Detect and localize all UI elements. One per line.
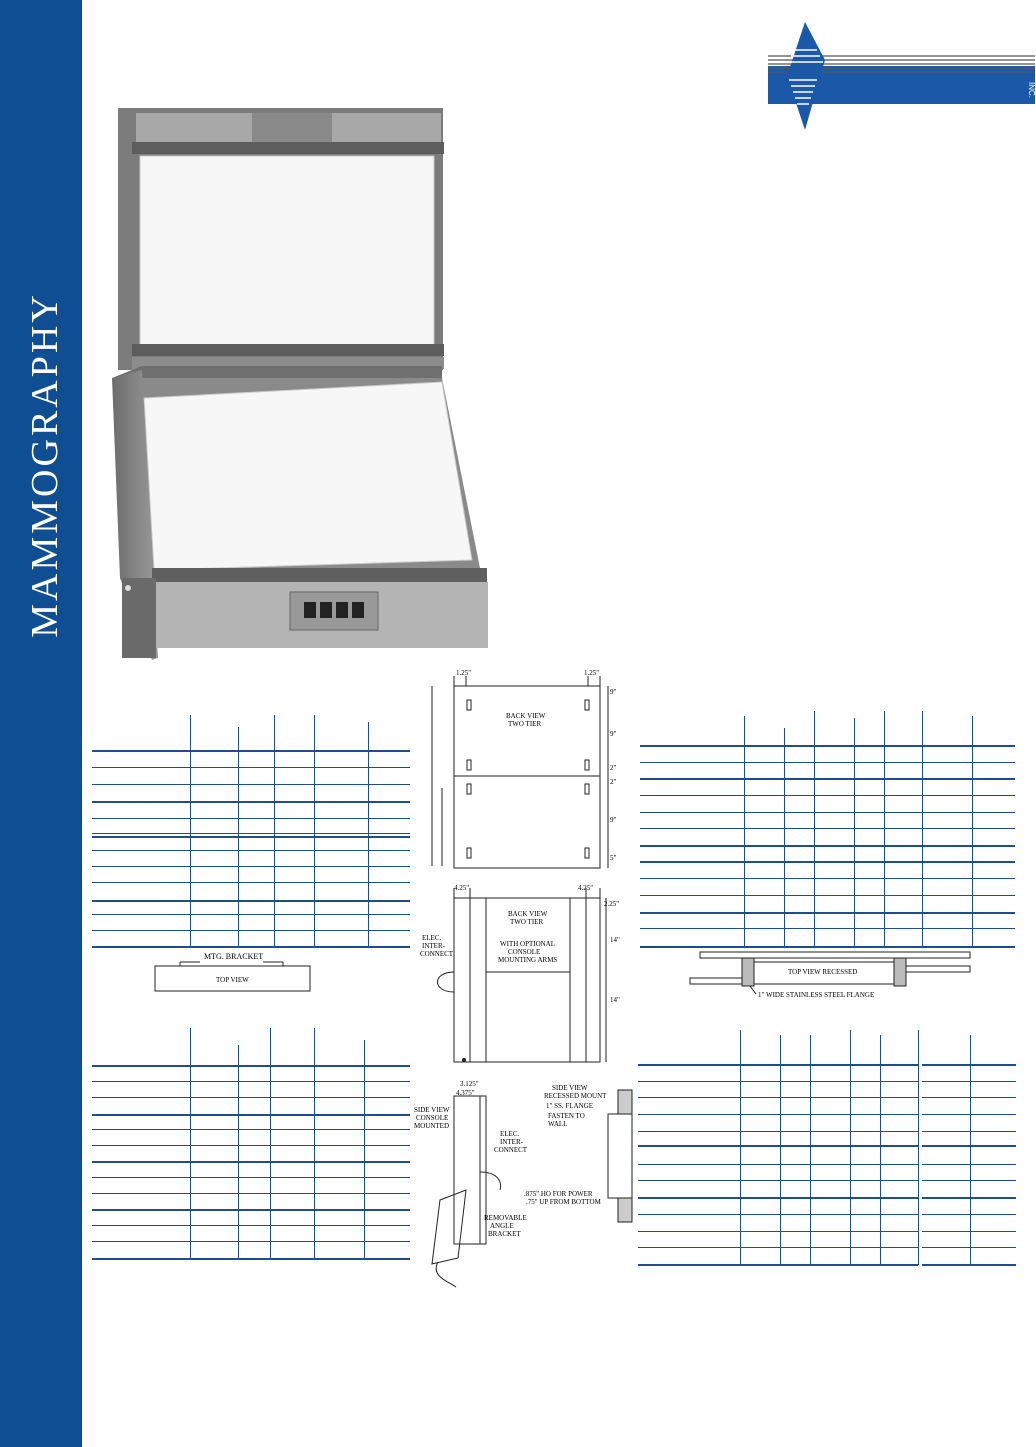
top-view-label: TOP VIEW [216, 976, 249, 984]
back-view-2-subtitle-2: CONSOLE [508, 948, 541, 956]
back-view-dim-a: 9" [610, 688, 617, 696]
elec-interconnect-1: ELEC. [422, 934, 442, 942]
mtg-bracket-label: MTG. BRACKET [204, 952, 264, 961]
side-recessed-flange-1: 1" SS. FLANGE [546, 1102, 594, 1110]
back-view-title-2: TWO TIER [508, 720, 542, 728]
back-view-2-title-1: BACK VIEW [508, 910, 548, 918]
back-view-dim-d: 2" [610, 778, 617, 786]
back-view-2-dim-right: 4.25" [578, 884, 594, 892]
product-photo [112, 108, 492, 663]
back-view-2-title-2: TWO TIER [510, 918, 544, 926]
side-console-bracket-3: BRACKET [488, 1230, 521, 1238]
side-title: MAMMOGRAPHY [24, 292, 66, 638]
top-view-recessed-drawing [690, 948, 980, 1004]
side-console-label-1: SIDE VIEW [414, 1106, 450, 1114]
side-console-elec-2: INTER- [500, 1138, 523, 1146]
back-view-dim-left: 1.25" [456, 669, 472, 677]
side-recessed-flange-3: WALL [548, 1120, 568, 1128]
back-view-2-subtitle-1: WITH OPTIONAL [500, 940, 556, 948]
back-view-console-arms-drawing [414, 880, 634, 1080]
side-console-label-2: CONSOLE [416, 1114, 449, 1122]
back-view-dim-e: 9" [610, 816, 617, 824]
spec-table-2 [92, 1025, 410, 1265]
side-console-bracket-1: REMOVABLE [484, 1214, 527, 1222]
spec-table-3 [640, 708, 1015, 948]
side-recessed-flange-2: FASTEN TO [548, 1112, 585, 1120]
spec-table-1 [92, 712, 410, 952]
spec-table-4 [638, 1027, 1016, 1267]
side-console-elec-1: ELEC. [500, 1130, 520, 1138]
back-view-title-1: BACK VIEW [506, 712, 546, 720]
side-recessed-label-2: RECESSED MOUNT [544, 1092, 607, 1100]
back-view-dim-right: 1.25" [584, 669, 600, 677]
back-view-dim-f: 5" [610, 854, 617, 862]
side-console-dim-a: 3.125" [460, 1080, 479, 1088]
side-console-label-3: MOUNTED [414, 1122, 449, 1130]
side-view-recessed-drawing [500, 1080, 640, 1225]
back-view-2-dim-low: 14" [610, 996, 620, 1004]
back-view-2-dim-top: 2.25" [604, 900, 620, 908]
side-recessed-hole-1: .875" HO FOR POWER [524, 1190, 593, 1198]
elec-interconnect-3: CONNECT [420, 950, 454, 958]
elec-interconnect-2: INTER- [422, 942, 445, 950]
back-view-dim-c: 2" [610, 764, 617, 772]
top-view-bracket-drawing [150, 952, 316, 996]
top-view-recessed-label: TOP VIEW RECESSED [788, 968, 858, 976]
logo-inc-text: INC. [1027, 82, 1036, 98]
back-view-two-tier-drawing [420, 668, 630, 878]
side-band [0, 0, 82, 1447]
back-view-dim-b: 9" [610, 730, 617, 738]
side-console-elec-3: CONNECT [494, 1146, 528, 1154]
side-recessed-label-1: SIDE VIEW [552, 1084, 588, 1092]
side-console-bracket-2: ANGLE [490, 1222, 514, 1230]
back-view-2-dim-mid: 14" [610, 936, 620, 944]
side-console-dim-b: 4.375" [456, 1089, 475, 1097]
back-view-2-dim-left: 4.25" [454, 884, 470, 892]
side-recessed-hole-2: .75" UP FROM BOTTOM [526, 1198, 601, 1206]
company-logo [765, 20, 1035, 132]
back-view-2-subtitle-3: MOUNTING ARMS [498, 956, 558, 964]
stainless-flange-label: 1" WIDE STAINLESS STEEL FLANGE [758, 991, 875, 999]
